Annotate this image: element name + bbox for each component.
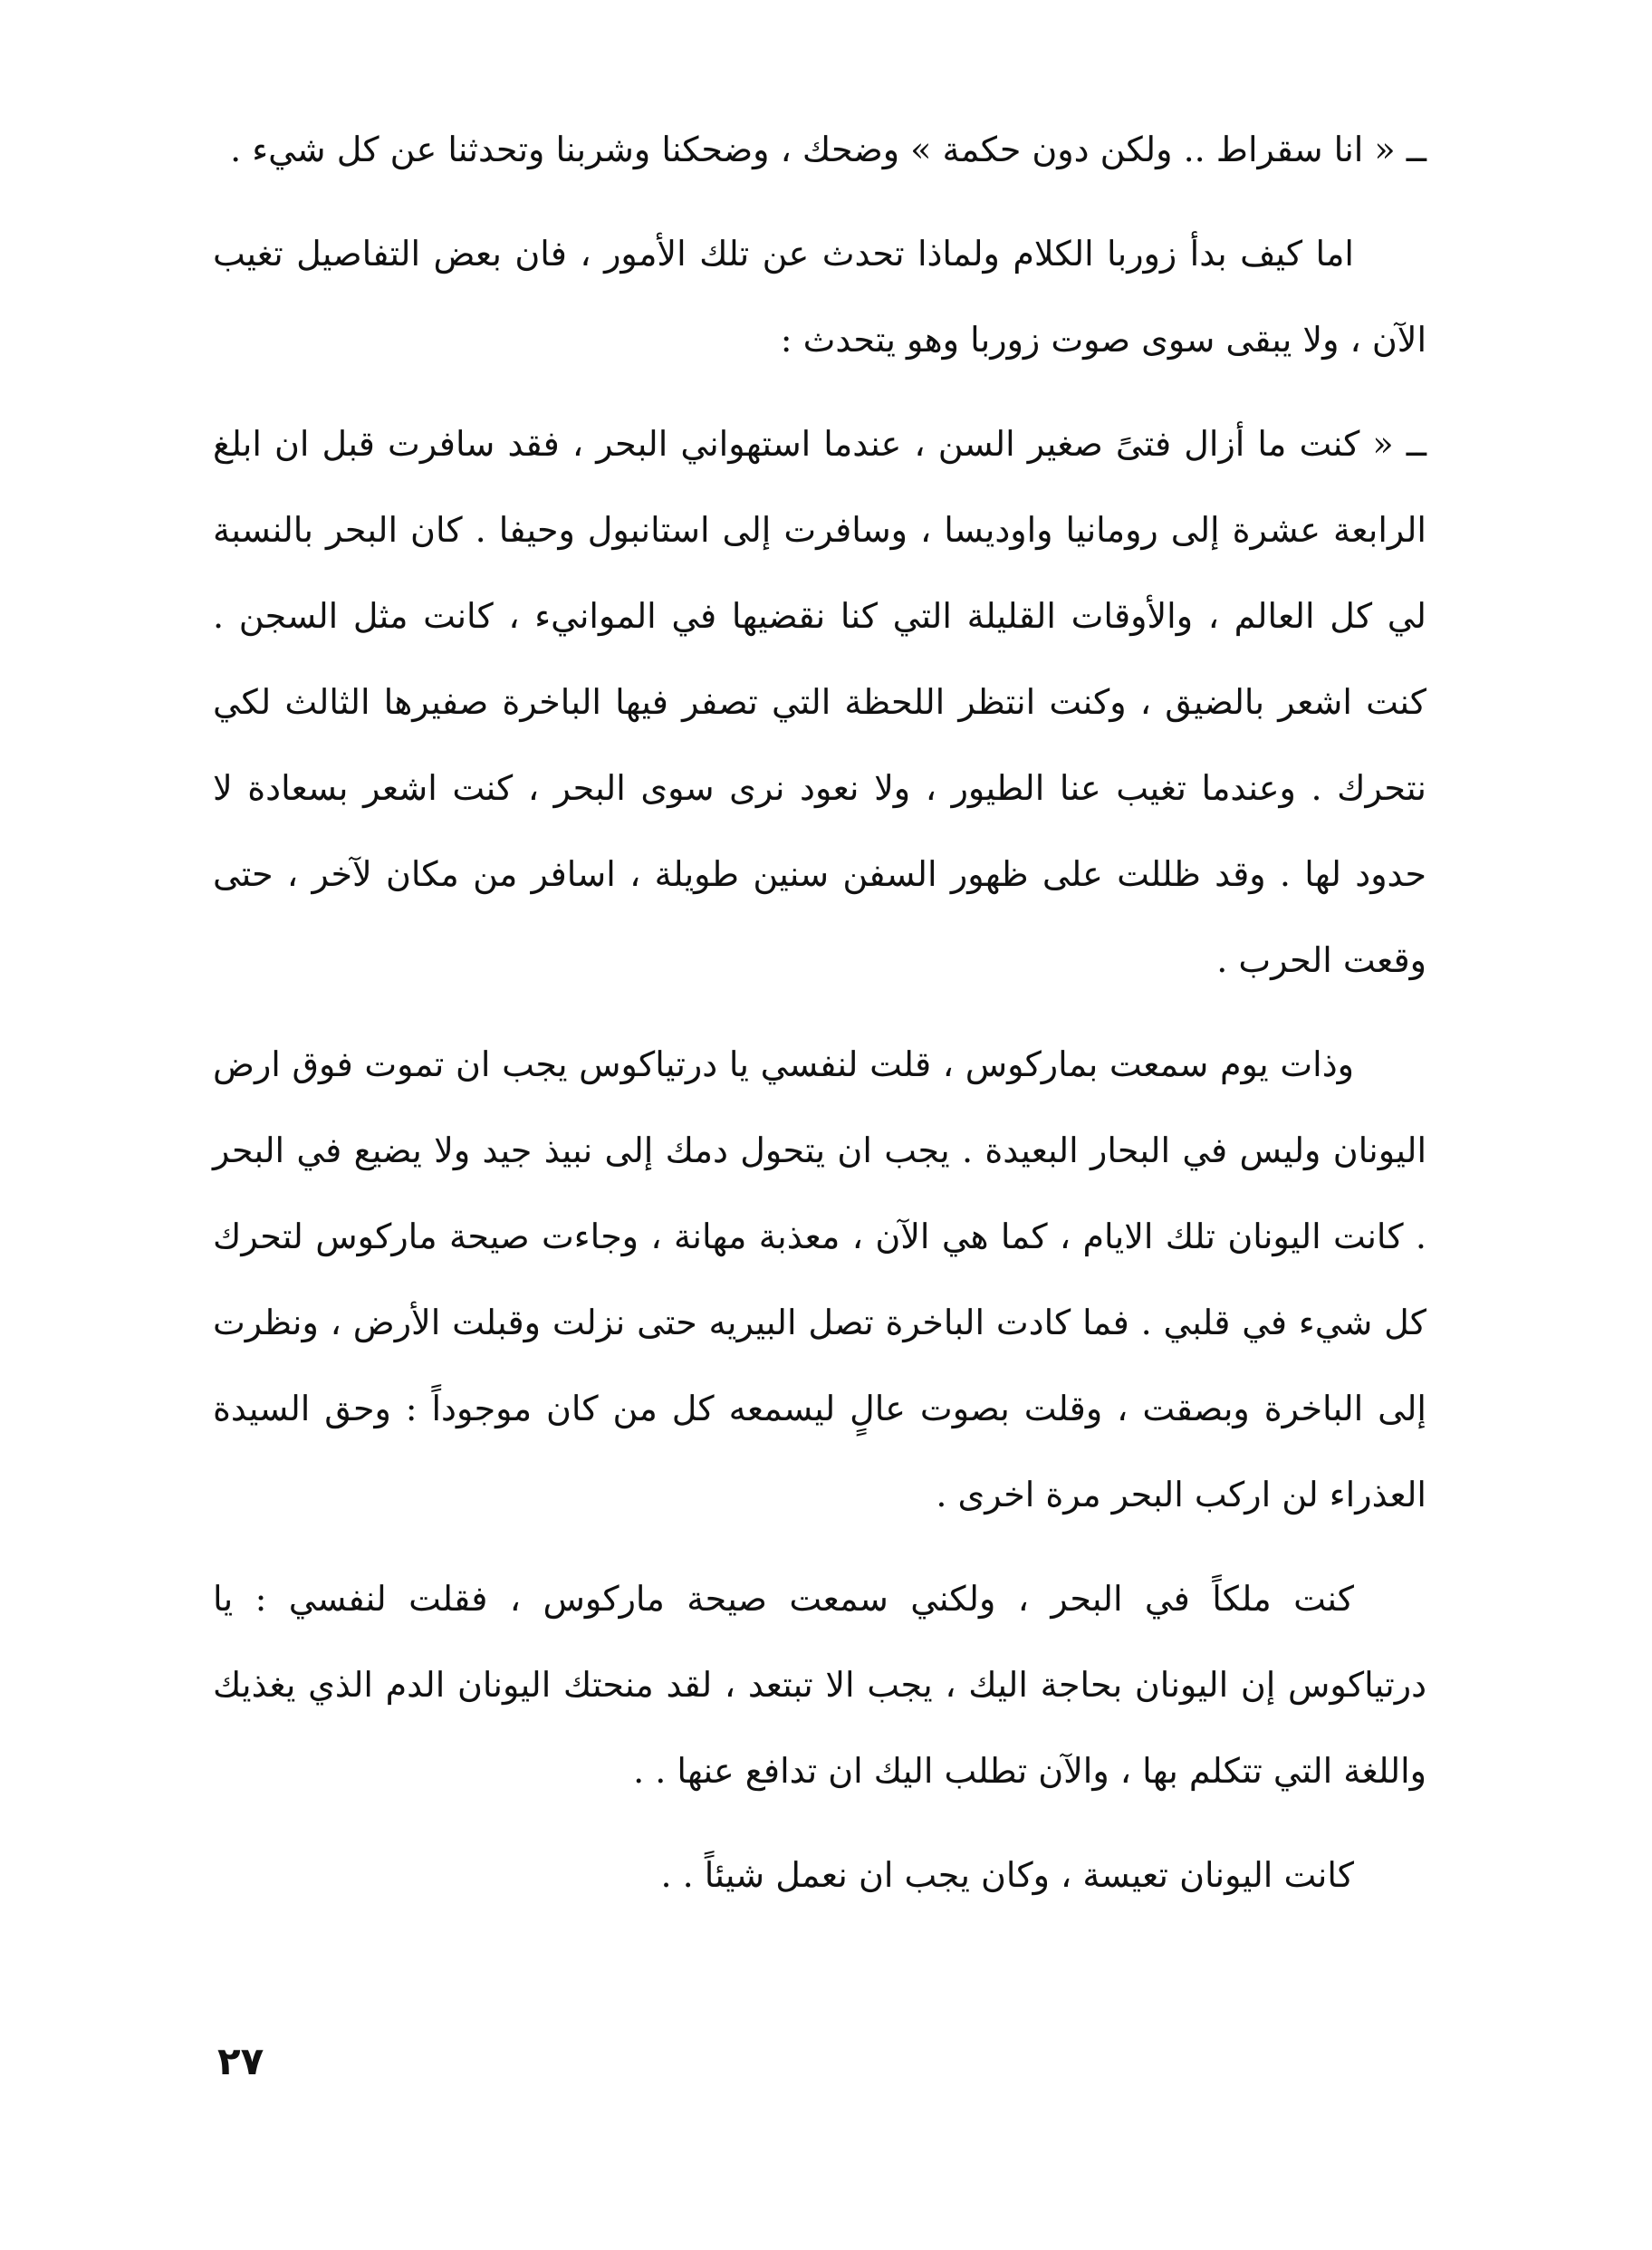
body-text <box>213 107 1426 1918</box>
paragraph-zorba-begins: اما كيف بدأ زوربا الكلام ولماذا تحدث عن تلك الأمور ، فان بعض التفاصيل تغيب الآن ، ولا يبقى سوى صوت زوربا وهو يتحدث : <box>213 234 1426 360</box>
paragraph-king-of-sea: كنت ملكاً في البحر ، ولكني سمعت صيحة ماركوس ، فقلت لنفسي : يا درتياكوس إن اليونان بحاجة اليك ، يجب الا تبتعد ، لقد منحتك اليونان الدم الذي يغذيك واللغة التي تتكلم بها ، والآن تطلب اليك ان تدافع عنها . . <box>213 1579 1426 1791</box>
page-number: ٢٧ <box>217 2039 264 2083</box>
paragraph-greece-miserable: كانت اليونان تعيسة ، وكان يجب ان نعمل شيئاً . . <box>660 1855 1354 1895</box>
paragraph-socrates-dialogue: ــ « انا سقراط .. ولكن دون حكمة » وضحك ، وضحكنا وشربنا وتحدثنا عن كل شيء . <box>230 130 1426 169</box>
paragraph-sea-memories: ــ « كنت ما أزال فتىً صغير السن ، عندما استهواني البحر ، فقد سافرت قبل ان ابلغ الرابعة عشرة إلى رومانيا واوديسا ، وسافرت إلى استانبول وحيفا . كان البحر بالنسبة لي كل العالم ، والأوقات القليلة التي كنا نقضيها في الموانيء ، كانت مثل السجن . كنت اشعر بالضيق ، وكنت انتظر اللحظة التي تصفر فيها الباخرة صفيرها الثالث لكي نتحرك . وعندما تغيب عنا الطيور ، ولا نعود نرى سوى البحر ، كنت اشعر بسعادة لا حدود لها . وقد ظللت على ظهور السفن سنين طويلة ، اسافر من مكان لآخر ، حتى وقعت الحرب . <box>213 424 1426 980</box>
paragraph-markos-call: وذات يوم سمعت بماركوس ، قلت لنفسي يا درتياكوس يجب ان تموت فوق ارض اليونان وليس في البحار البعيدة . يجب ان يتحول دمك إلى نبيذ جيد ولا يضيع في البحر . كانت اليونان تلك الايام ، كما هي الآن ، معذبة مهانة ، وجاءت صيحة ماركوس لتحرك كل شيء في قلبي . فما كادت الباخرة تصل البيريه حتى نزلت وقبلت الأرض ، ونظرت إلى الباخرة وبصقت ، وقلت بصوت عالٍ ليسمعه كل من كان موجوداً : وحق السيدة العذراء لن اركب البحر مرة اخرى . <box>213 1044 1426 1514</box>
